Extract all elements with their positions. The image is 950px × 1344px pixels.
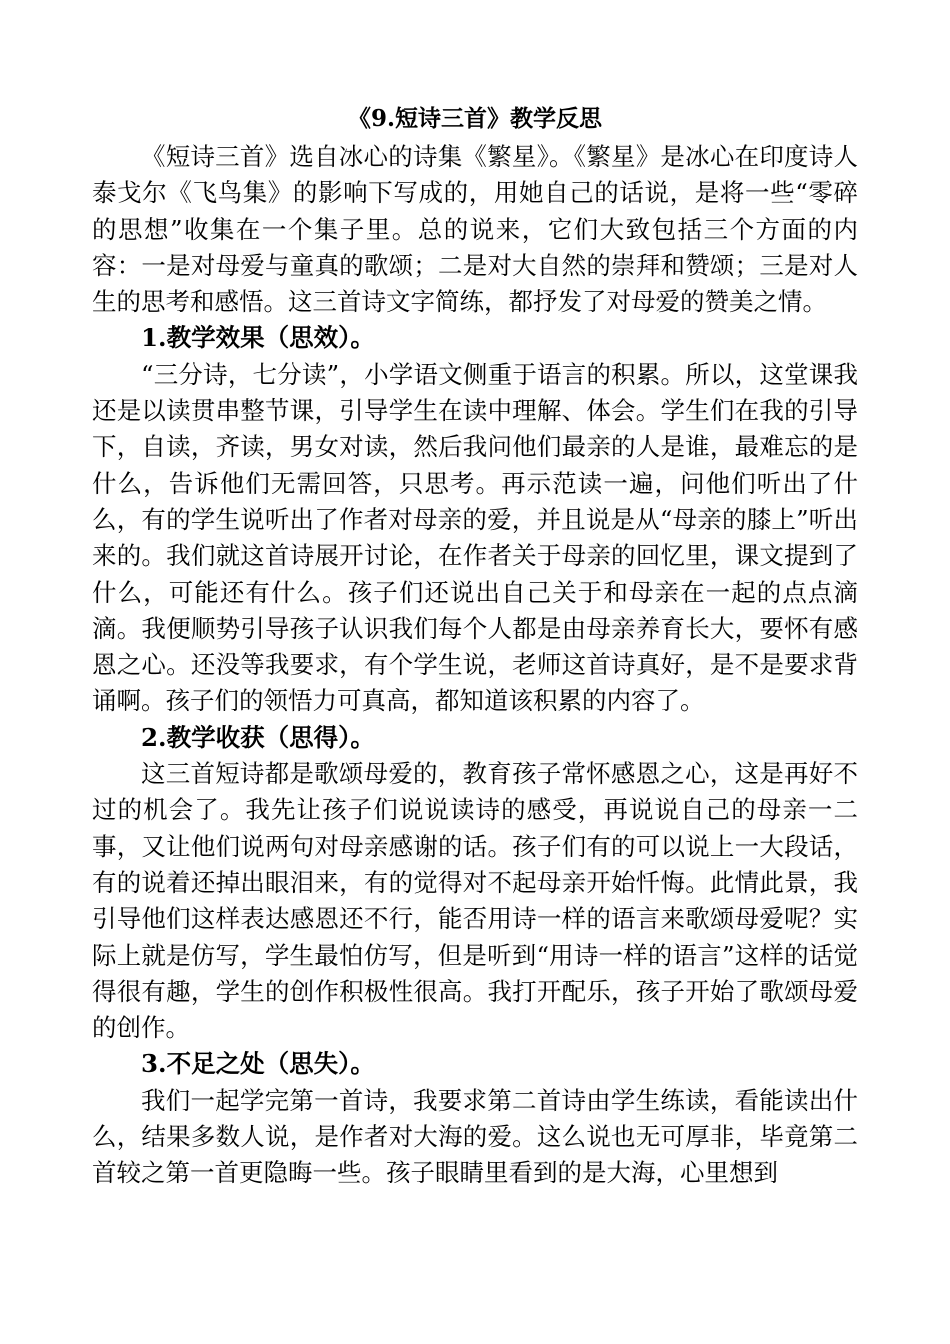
section-body-teaching-effect: “三分诗，七分读”，小学语文侧重于语言的积累。所以，这堂课我还是以读贯串整节课，引导学生在读中理解、体会。学生们在我的引导下，自读，齐读，男女对读，然后我问他们最亲的人是谁，最难忘的是什么，告诉他们无需回答，只思考。再示范读一遍，问他们听出了什么，有的学生说听出了作者对母亲的爱，并且说是从“母亲的膝上”听出来的。我们就这首诗展开讨论，在作者关于母亲的回忆里，课文提到了什么，可能还有什么。孩子们还说出自己关于和母亲在一起的点点滴滴。我便顺势引导孩子认识我们每个人都是由母亲养育长大，要怀有感恩之心。还没等我要求，有个学生说，老师这首诗真好，是不是要求背诵啊。孩子们的领悟力可真高，都知道该积累的内容了。: [92, 359, 858, 716]
intro-paragraph: 《短诗三首》选自冰心的诗集《繁星》。《繁星》是冰心在印度诗人泰戈尔《飞鸟集》的影响下写成的，用她自己的话说，是将一些“零碎的思想”收集在一个集子里。总的说来，它们大致包括三个方面的内容：一是对母爱与童真的歌颂；二是对大自然的崇拜和赞颂；三是对人生的思考和感悟。这三首诗文字简练，都抒发了对母爱的赞美之情。: [92, 142, 858, 317]
section-heading-teaching-gains: 2.教学收获（思得）。: [141, 722, 375, 752]
document-title: 《9.短诗三首》教学反思: [347, 105, 602, 132]
section-body-teaching-gains: 这三首短诗都是歌颂母爱的，教育孩子常怀感恩之心，这是再好不过的机会了。我先让孩子们说说读诗的感受，再说说自己的母亲一二事，又让他们说两句对母亲感谢的话。孩子们有的可以说上一大段话，有的说着还掉出眼泪来，有的觉得对不起母亲开始忏悔。此情此景，我引导他们这样表达感恩还不行，能否用诗一样的语言来歌颂母爱呢？实际上就是仿写，学生最怕仿写，但是听到“用诗一样的语言”这样的话觉得很有趣，学生的创作积极性很高。我打开配乐，孩子开始了歌颂母爱的创作。: [92, 759, 858, 1043]
section-body-shortcomings: 我们一起学完第一首诗，我要求第二首诗由学生练读，看能读出什么，结果多数人说，是作者对大海的爱。这么说也无可厚非，毕竟第二首较之第一首更隐晦一些。孩子眼睛里看到的是大海，心里想到: [92, 1085, 858, 1188]
section-heading-teaching-effect: 1.教学效果（思效）。: [141, 323, 375, 353]
section-heading-shortcomings: 3.不足之处（思失）。: [141, 1049, 375, 1079]
document-body: [92, 139, 858, 1192]
